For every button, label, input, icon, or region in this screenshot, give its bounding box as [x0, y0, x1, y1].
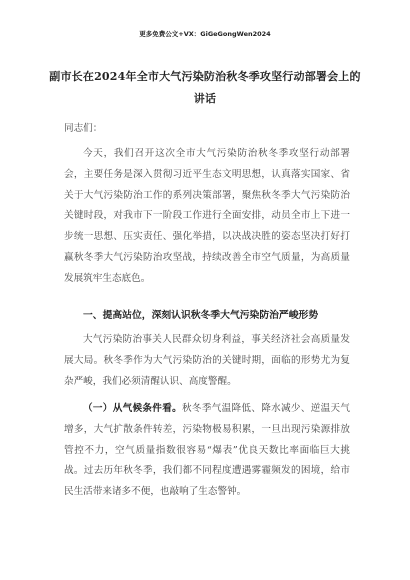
section-one-heading: 一、提高站位，深刻认识秋冬季大气污染防治严峻形势: [83, 310, 319, 321]
header-note: 更多免费公文+VX：GiGeGongWen2024: [139, 30, 271, 38]
document-title: 副市长在2024年全市大气污染防治秋冬季攻坚行动部署会上的讲话: [49, 70, 361, 105]
point-one-lead: （一）从气候条件看。: [83, 403, 183, 414]
point-one-paragraph: [64, 399, 350, 503]
point-one-body: 秋冬季气温降低、降水减少、逆温天气增多，大气扩散条件转差，污染物极易积累，一旦出现污染源排放管控不力，空气质量指数很容易“爆表”优良天数比率面临巨大挑战。过去历年秋冬季，我们都不同程度遭遇雾霾频发的困境，给市民生活带来诸多不便，也敲响了生态警钟。: [64, 403, 351, 498]
salutation: 同志们：: [64, 123, 103, 134]
section-one-paragraph: 大气污染防治事关人民群众切身利益，事关经济社会高质量发展大局。秋冬季作为大气污染防治的关键时期，面临的形势尤为复杂严峻，我们必须清醒认识、高度警醒。: [64, 334, 350, 387]
intro-paragraph: 今天，我们召开这次全市大气污染防治秋冬季攻坚行动部署会，主要任务是深入贯彻习近平生态文明思想，认真落实国家、省关于大气污染防治工作的系列决策部署，聚焦秋冬季大气污染防治关键时段，对我市下一阶段工作进行全面安排，动员全市上下进一步统一思想、压实责任、强化举措，以决战决胜的姿态坚决打好打赢秋冬季大气污染防治攻坚战，持续改善全市空气质量，为高质量发展筑牢生态底色。: [64, 148, 350, 284]
